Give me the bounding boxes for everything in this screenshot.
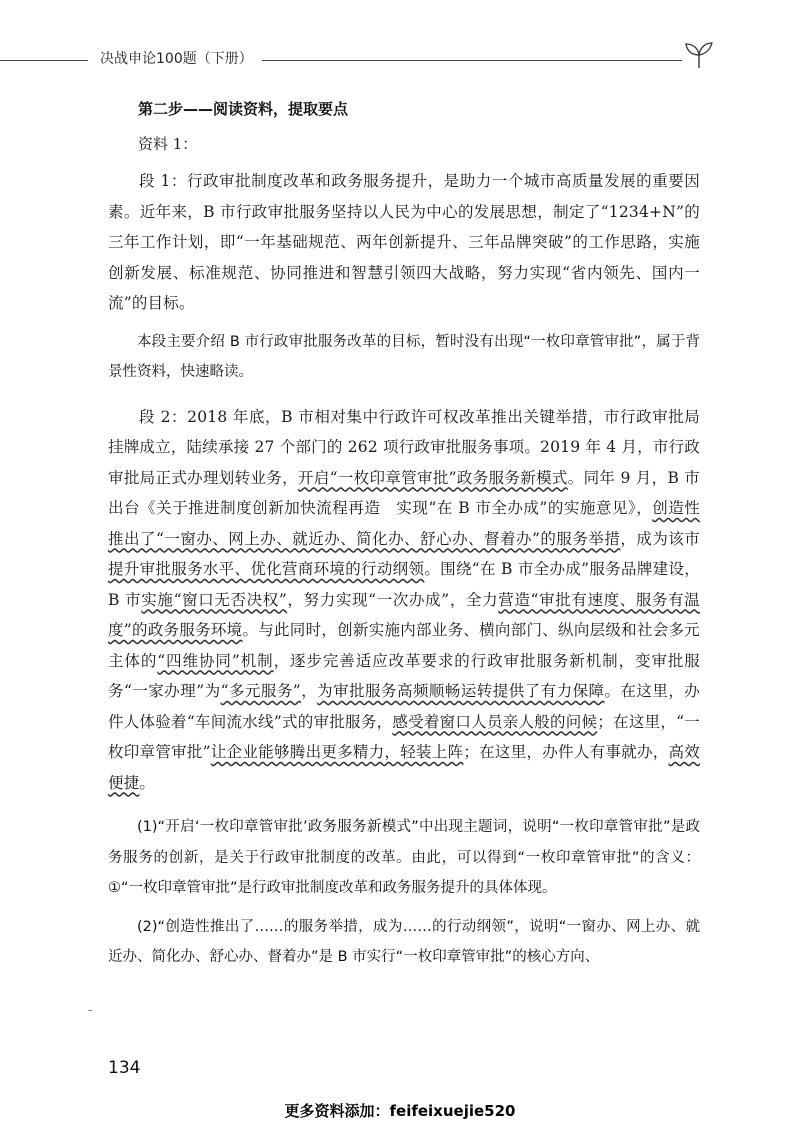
p2-text: ；在这里，“一枚印章管审批” [108,712,701,761]
header-rule-left [0,60,88,61]
p2-text: 。同年 9 月，B 市出台《关于推进制度创新加快流程再造 实现“在 B 市全办成”的实施意见》， [108,468,701,517]
header-rule-right [262,60,682,61]
footer-note: 更多资料添加：feifeixuejie520 [284,1102,516,1120]
p2-underline: 感受着窗口人员亲人般的问候 [392,712,598,731]
p2-underline: 营造“审批有速度、服务有温度”的政务服务环境 [108,590,700,639]
p2-underline: 提升审批服务水平、优化营商环境的行动纲领 [108,560,425,578]
page-content [108,98,700,973]
p2-text: 段 2：2018 年底，B 市相对集中行政许可权改革推出关键举措，市行政审批局挂牌成立，陆续承接 27 个部门的 262 项行政审批服务事项。2019 年 4 月，市行政审批局正式办理划转业务， [108,407,700,487]
material-label: 资料 1： [138,135,198,153]
p2-underline: 创造性推出了“一窗办、网上办、就近办、简化办、舒心办、督着办”的服务举措 [108,499,700,548]
p2-underline: 实施“窗口无否决权” [141,590,288,609]
p2-text: 。与此同时，创新实施内部业务、横向部门、纵向层级和社会多元主体的 [108,621,700,670]
p2-underline: “多元服务” [220,682,301,700]
p2-text: ，逐步完善适应改革要求的行政审批服务新机制，变审批服务“一家办理”为 [108,651,700,700]
p2-underline: 为审批服务高频顺畅运转提供了有力保障 [317,682,605,700]
margin-mark: - [88,1003,93,1018]
paragraph-2 [108,402,700,799]
p2-underline: 高效便捷 [108,743,700,792]
analysis-3: (2)“创造性推出了……的服务举措，成为……的行动纲领”，说明“一窗办、网上办、就近办、简化办、舒心办、督着办”是 B 市实行“一枚印章管审批”的核心方向、 [108,918,700,965]
analysis-1: 本段主要介绍 B 市行政审批服务改革的目标，暂时没有出现“一枚印章管审批”，属于背景性资料，快速略读。 [108,333,700,380]
p2-text: 。围绕“在 B 市全办成”服务品牌建设，B 市 [108,560,700,609]
p2-text: ，成为该市 [620,529,700,548]
p2-text: 。在这里，办件人体验着“车间流水线”式的审批服务， [108,682,701,731]
p2-text: ；在这里，办件人有事就办， [463,743,669,761]
sprout-icon [682,40,716,70]
p2-underline: 开启“一枚印章管审批”政务服务新模式 [297,468,568,487]
section-heading: 第二步——阅读资料，提取要点 [138,100,349,118]
book-title: 决战申论100题（下册） [100,51,253,67]
page-number: 134 [108,1058,141,1078]
paragraph-1: 段 1：行政审批制度改革和政务服务提升，是助力一个城市高质量发展的重要因素。近年来，B 市行政审批服务坚持以人民为中心的发展思想，制定了“1234+N”的三年工作计划，即“一年基础规范、两年创新提升、三年品牌突破”的工作思路，实施创新发展、标准规范、协同推进和智慧引领四大战略，努力实现“省内领先、国内一流”的目标。 [108,172,700,312]
p2-underline: 让企业能够腾出更多精力，轻装上阵 [210,743,464,761]
p2-text: ， [300,682,318,700]
p2-underline: “四维协同”机制 [157,651,274,670]
p2-text: 。 [139,773,156,792]
running-header [0,40,800,76]
p2-text: ，努力实现“一次办成”，全力 [287,590,499,609]
analysis-2: (1)“开启‘一枚印章管审批’政务服务新模式”中出现主题词，说明“一枚印章管审批”是政务服务的创新，是关于行政审批制度的改革。由此，可以得到“一枚印章管审批”的含义：①“一枚印章管审批”是行政审批制度改革和政务服务提升的具体体现。 [108,819,700,896]
